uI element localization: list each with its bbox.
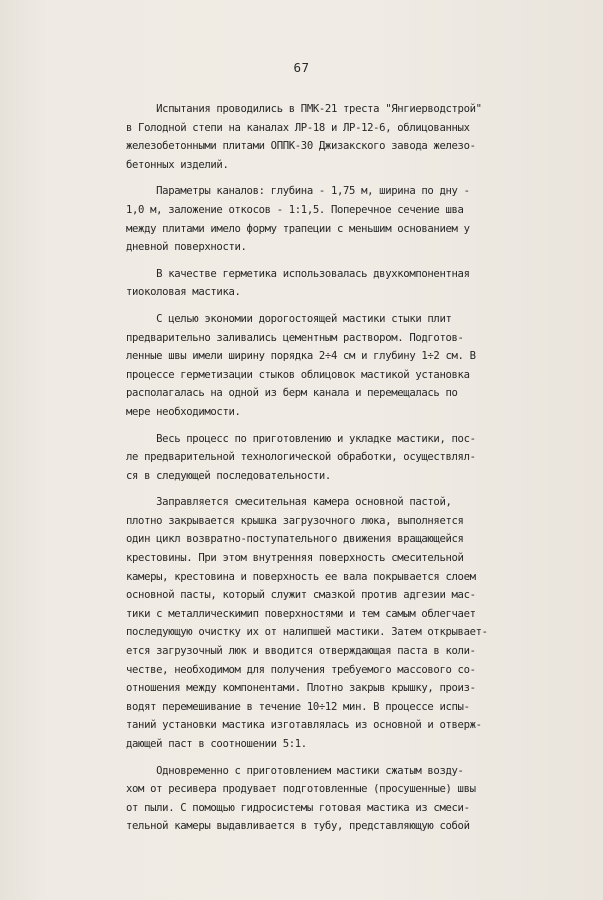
text-line: предварительно заливались цементным раствором. Подготов- [126,331,464,344]
paragraph [126,265,536,302]
text-line: в Голодной степи на каналах ЛР-18 и ЛР-12-6, облицованных [126,121,470,134]
text-line: водят перемешивание в течение 10÷12 мин. В процессе испы- [126,700,470,713]
text-line: В качестве герметика использовалась двухкомпонентная [126,267,470,280]
text-line: Заправляется смесительная камера основной пастой, [126,496,452,509]
text-line: процессе герметизации стыков облицовок мастикой установка [126,368,470,381]
paragraph [126,100,536,174]
text-line: тики с металлическимип поверхностями и тем самым облегчает [126,607,476,620]
paragraph [126,310,536,422]
text-line: мере необходимости. [126,405,241,418]
text-line: камеры, крестовина и поверхность ее вала покрывается слоем [126,570,476,583]
text-line: дневной поверхности. [126,241,247,254]
text-line: ся в следующей последовательности. [126,469,331,482]
text-line: последующую очистку их от налипшей мастики. Затем открывает- [126,626,488,639]
text-line: железобетонными плитами ОППК-30 Джизакского завода железо- [126,140,476,153]
text-line: Параметры каналов: глубина - 1,75 м, ширина по дну - [126,185,470,198]
text-line: тиоколовая мастика. [126,286,241,299]
text-line: 1,0 м, заложение откосов - 1:1,5. Поперечное сечение шва [126,203,464,216]
text-line: между плитами имело форму трапеции с меньшим основанием у [126,222,470,235]
text-line: бетонных изделий. [126,158,229,171]
text-line: один цикл возвратно-поступательного движения вращающейся [126,533,464,546]
text-line: Весь процесс по приготовлению и укладке мастики, пос- [126,432,476,445]
text-line: крестовины. При этом внутренняя поверхность смесительной [126,552,464,565]
paragraph [126,182,536,256]
paragraph [126,762,536,836]
text-line: располагалась на одной из берм канала и перемещалась по [126,387,458,400]
text-line: дающей паст в соотношении 5:1. [126,738,307,750]
body-text [126,100,536,836]
text-line: основной пасты, который служит смазкой против адгезии мас- [126,589,476,602]
text-line: ле предварительной технологической обработки, осуществлял- [126,451,476,464]
text-line: ленные швы имели ширину порядка 2÷4 см и глубину 1÷2 см. В [126,350,476,363]
text-line: Испытания проводились в ПМК-21 треста "Янгиерводстрой" [126,103,482,115]
text-line: отношения между компонентами. Плотно закрыв крышку, произ- [126,682,476,695]
page-number: 67 [293,60,310,75]
paragraph [126,493,536,753]
text-line: плотно закрывается крышка загрузочного люка, выполняется [126,514,464,527]
text-line: Одновременно с приготовлением мастики сжатым возду- [126,764,464,777]
text-line: С целью экономии дорогостоящей мастики стыки плит [126,312,452,325]
text-line: от пыли. С помощью гидросистемы готовая мастика из смеси- [126,801,470,814]
text-line: тельной камеры выдавливается в тубу, представляющую собой [126,820,470,833]
text-line: таний установки мастика изготавлялась из основной и отверж- [126,719,482,732]
text-line: ется загрузочный люк и вводится отверждающая паста в коли- [126,645,476,658]
text-line: хом от ресивера продувает подготовленные (просушенные) швы [126,783,476,796]
text-line: честве, необходимом для получения требуемого массового со- [126,663,476,676]
paragraph [126,430,536,486]
